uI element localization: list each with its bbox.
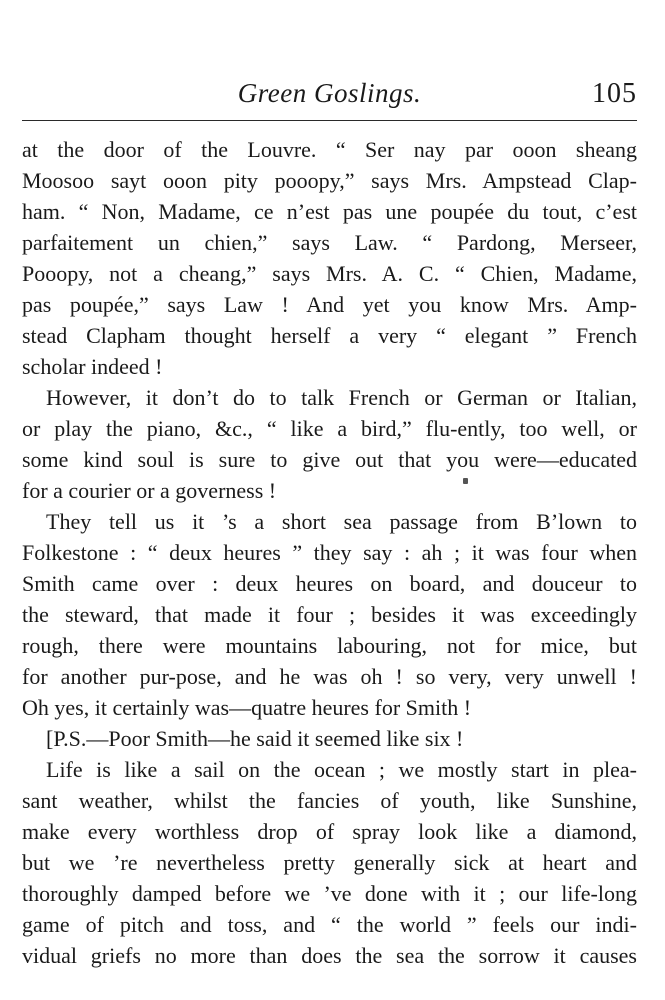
running-head [22, 74, 637, 114]
text-line: rough, there were mountains labouring, not for mice, but [22, 633, 637, 658]
text-line: [P.S.—Poor Smith—he said it seemed like six ! [46, 726, 464, 751]
text-line: Pooopy, not a cheang,” says Mrs. A. C. “ Chien, Madame, [22, 261, 637, 286]
text-line: Moosoo sayt ooon pity pooopy,” says Mrs. Ampstead Clap- [22, 168, 637, 193]
ink-speck [463, 478, 468, 484]
text-line: Oh yes, it certainly was—quatre heures for Smith ! [22, 695, 472, 720]
body-text [22, 134, 637, 971]
text-line: make every worthless drop of spray look like a diamond, [22, 819, 637, 844]
text-line: stead Clapham thought herself a very “ elegant ” French [22, 323, 637, 348]
text-line: They tell us it ’s a short sea passage from B’lown to [46, 509, 637, 534]
text-line: However, it don’t do to talk French or German or Italian, [46, 385, 637, 410]
text-line: vidual griefs no more than does the sea the sorrow it causes [22, 943, 637, 968]
text-line: parfaitement un chien,” says Law. “ Pardong, Merseer, [22, 230, 637, 255]
running-title: Green Goslings. [237, 78, 422, 108]
text-line: but we ’re nevertheless pretty generally sick at heart and [22, 850, 637, 875]
text-line: thoroughly damped before we ’ve done with it ; our life-long [22, 881, 637, 906]
text-line: scholar indeed ! [22, 354, 163, 379]
text-line: some kind soul is sure to give out that you were—educated [22, 447, 637, 472]
page-number: 105 [592, 78, 637, 109]
text-line: pas poupée,” says Law ! And yet you know Mrs. Amp- [22, 292, 637, 317]
text-line: the steward, that made it four ; besides it was exceedingly [22, 602, 637, 627]
text-line: game of pitch and toss, and “ the world ” feels our indi- [22, 912, 637, 937]
text-line: at the door of the Louvre. “ Ser nay par ooon sheang [22, 137, 637, 162]
text-line: Smith came over : deux heures on board, and douceur to [22, 571, 637, 596]
text-line: Folkestone : “ deux heures ” they say : ah ; it was four when [22, 540, 637, 565]
text-line: ham. “ Non, Madame, ce n’est pas une poupée du tout, c’est [22, 199, 637, 224]
text-line: for another pur-pose, and he was oh ! so very, very unwell ! [22, 664, 637, 689]
text-line: sant weather, whilst the fancies of youth, like Sunshine, [22, 788, 637, 813]
text-line: Life is like a sail on the ocean ; we mostly start in plea- [46, 757, 637, 782]
header-rule [22, 120, 637, 121]
text-line: for a courier or a governess ! [22, 478, 277, 503]
text-line: or play the piano, &c., “ like a bird,” flu-ently, too well, or [22, 416, 637, 441]
